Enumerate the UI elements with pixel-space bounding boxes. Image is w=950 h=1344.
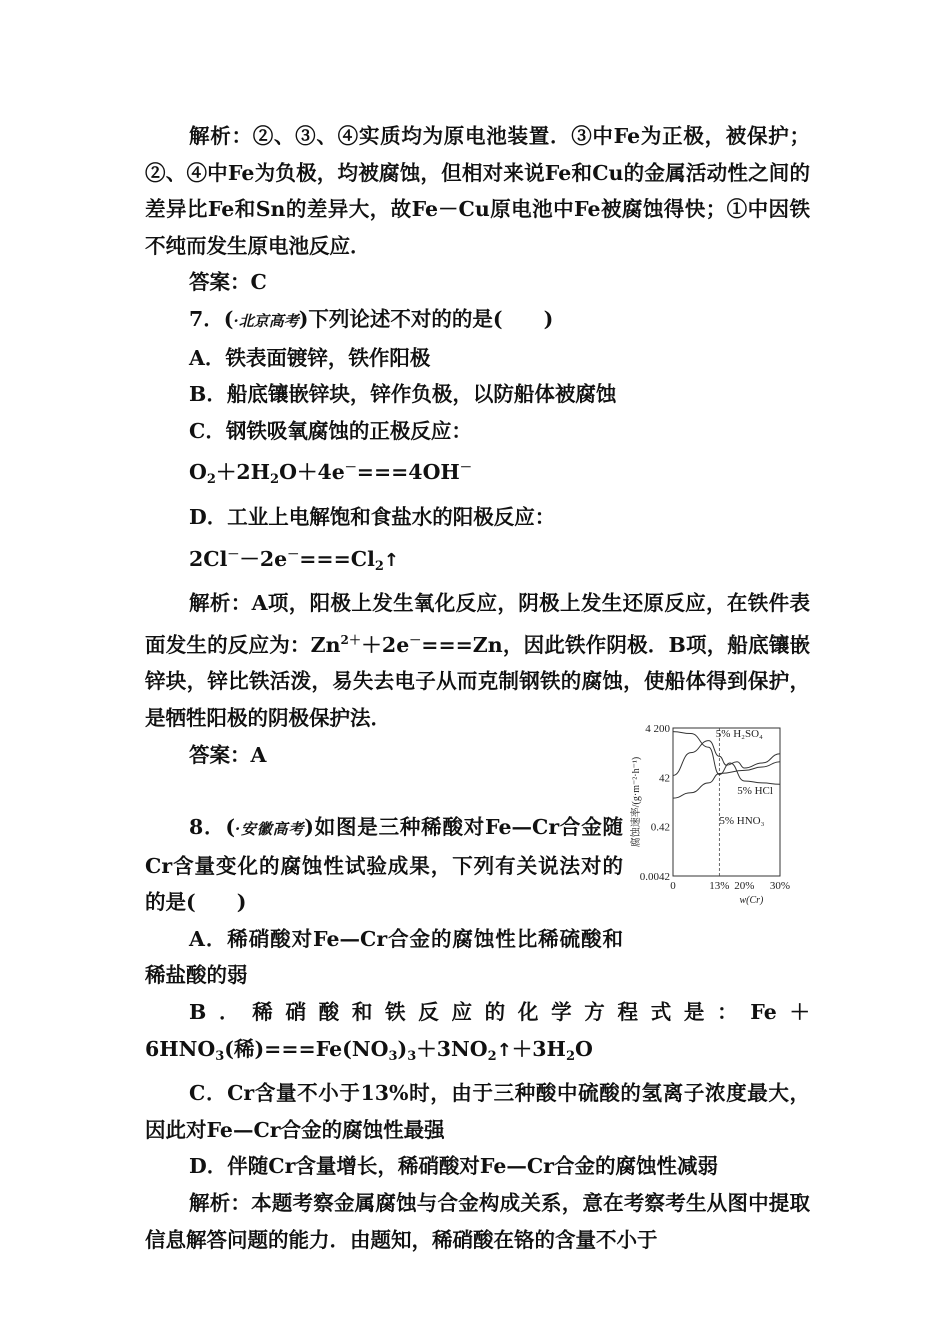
answer-6: 答案：C — [189, 270, 267, 295]
option-d: D．工业上电解饱和食盐水的阳极反应： — [189, 504, 556, 529]
question-7-stem — [145, 301, 810, 340]
series-label-1: 5% HCl — [737, 784, 773, 797]
question-source: ·安徽高考 — [235, 820, 305, 839]
explanation-7: 解析：A项，阳极上发生氧化反应，阴极上发生还原反应，在铁件表面发生的反应为：$Zn^{2+}+2e^-===Zn$，因此铁作阴极．B项，船底镶嵌锌块，锌比铁活泼，易失去电子从而克制钢铁的腐蚀，使船体得到保护，是牺牲阳极的阴极保护法． — [145, 591, 811, 730]
y-tick-label: 0.0042 — [639, 871, 670, 883]
series-label-0: 5% H₂SO₄ — [715, 728, 763, 741]
question-source: ·北京高考 — [233, 311, 299, 330]
option-c-equation: $O_2+2H_2O+4e^-===4OH^-$ — [189, 460, 472, 488]
explanation-text: ②、③、④实质均为原电池装置．③中Fe为正极，被保护；②、④中Fe为负极，均被腐蚀，但相对来说Fe和Cu的金属活动性之间的差异比Fe和Sn的差异大，故Fe－Cu原电池中Fe被腐蚀得快；①中因铁不纯而发生原电池反应． — [145, 124, 810, 258]
series-label-2: 5% HNO₃ — [719, 814, 765, 827]
document-page — [145, 118, 810, 1258]
plot-frame — [673, 728, 780, 876]
option-c: C．钢铁吸氧腐蚀的正极反应： — [189, 418, 472, 443]
x-axis-title: w(Cr) — [739, 895, 764, 906]
explanation-8: 解析：本题考察金属腐蚀与合金构成关系，意在考察考生从图中提取信息解答问题的能力．由题知，稀硝酸在铬的含量不小于 — [145, 1191, 811, 1252]
explanation-lead: 解析： — [189, 124, 253, 148]
y-tick-label: 0.42 — [650, 821, 670, 834]
option-d: D．伴随Cr含量增长，稀硝酸对Fe—Cr合金的腐蚀性减弱 — [189, 1154, 718, 1179]
x-tick-label: 20% — [734, 880, 755, 892]
explanation-6 — [145, 118, 810, 264]
y-tick-label: 42 — [659, 772, 670, 785]
option-a: A．铁表面镀锌，铁作阳极 — [189, 345, 431, 370]
question-8-stem: 8．(·安徽高考)如图是三种稀酸对Fe—Cr合金随Cr含量变化的腐蚀性试验成果，下列有关说法对的的是( ) — [145, 815, 623, 915]
x-tick-label: 30% — [769, 880, 791, 892]
answer-7: 答案：A — [189, 742, 267, 767]
question-number: 7．( — [189, 306, 234, 331]
x-tick-label: 0 — [670, 880, 676, 892]
option-b: B．稀硝酸和铁反应的化学方程式是：$Fe+6HNO_3$(稀)$===Fe(NO_3)_3+3NO_2↑+3H_2O$ — [145, 1000, 810, 1064]
option-b: B．船底镶嵌锌块，锌作负极，以防船体被腐蚀 — [189, 382, 617, 407]
corrosion-rate-chart — [630, 718, 805, 908]
option-c: C．Cr含量不小于13%时，由于三种酸中硫酸的氢离子浓度最大，因此对Fe—Cr合金的腐蚀性最强 — [145, 1081, 810, 1142]
series-line-0 — [673, 741, 780, 776]
question-stem: )下列论述不对的的是( ) — [298, 306, 554, 331]
y-axis-title: 腐蚀速率/(g·m⁻²·h⁻¹) — [631, 756, 642, 848]
option-a: A．稀硝酸对Fe—Cr合金的腐蚀性比稀硫酸和稀盐酸的弱 — [145, 926, 623, 988]
x-tick-label: 13% — [709, 880, 730, 892]
y-tick-label: 4 200 — [645, 723, 670, 735]
option-d-equation: $2Cl^--2e^-===Cl_2↑$ — [189, 546, 399, 574]
